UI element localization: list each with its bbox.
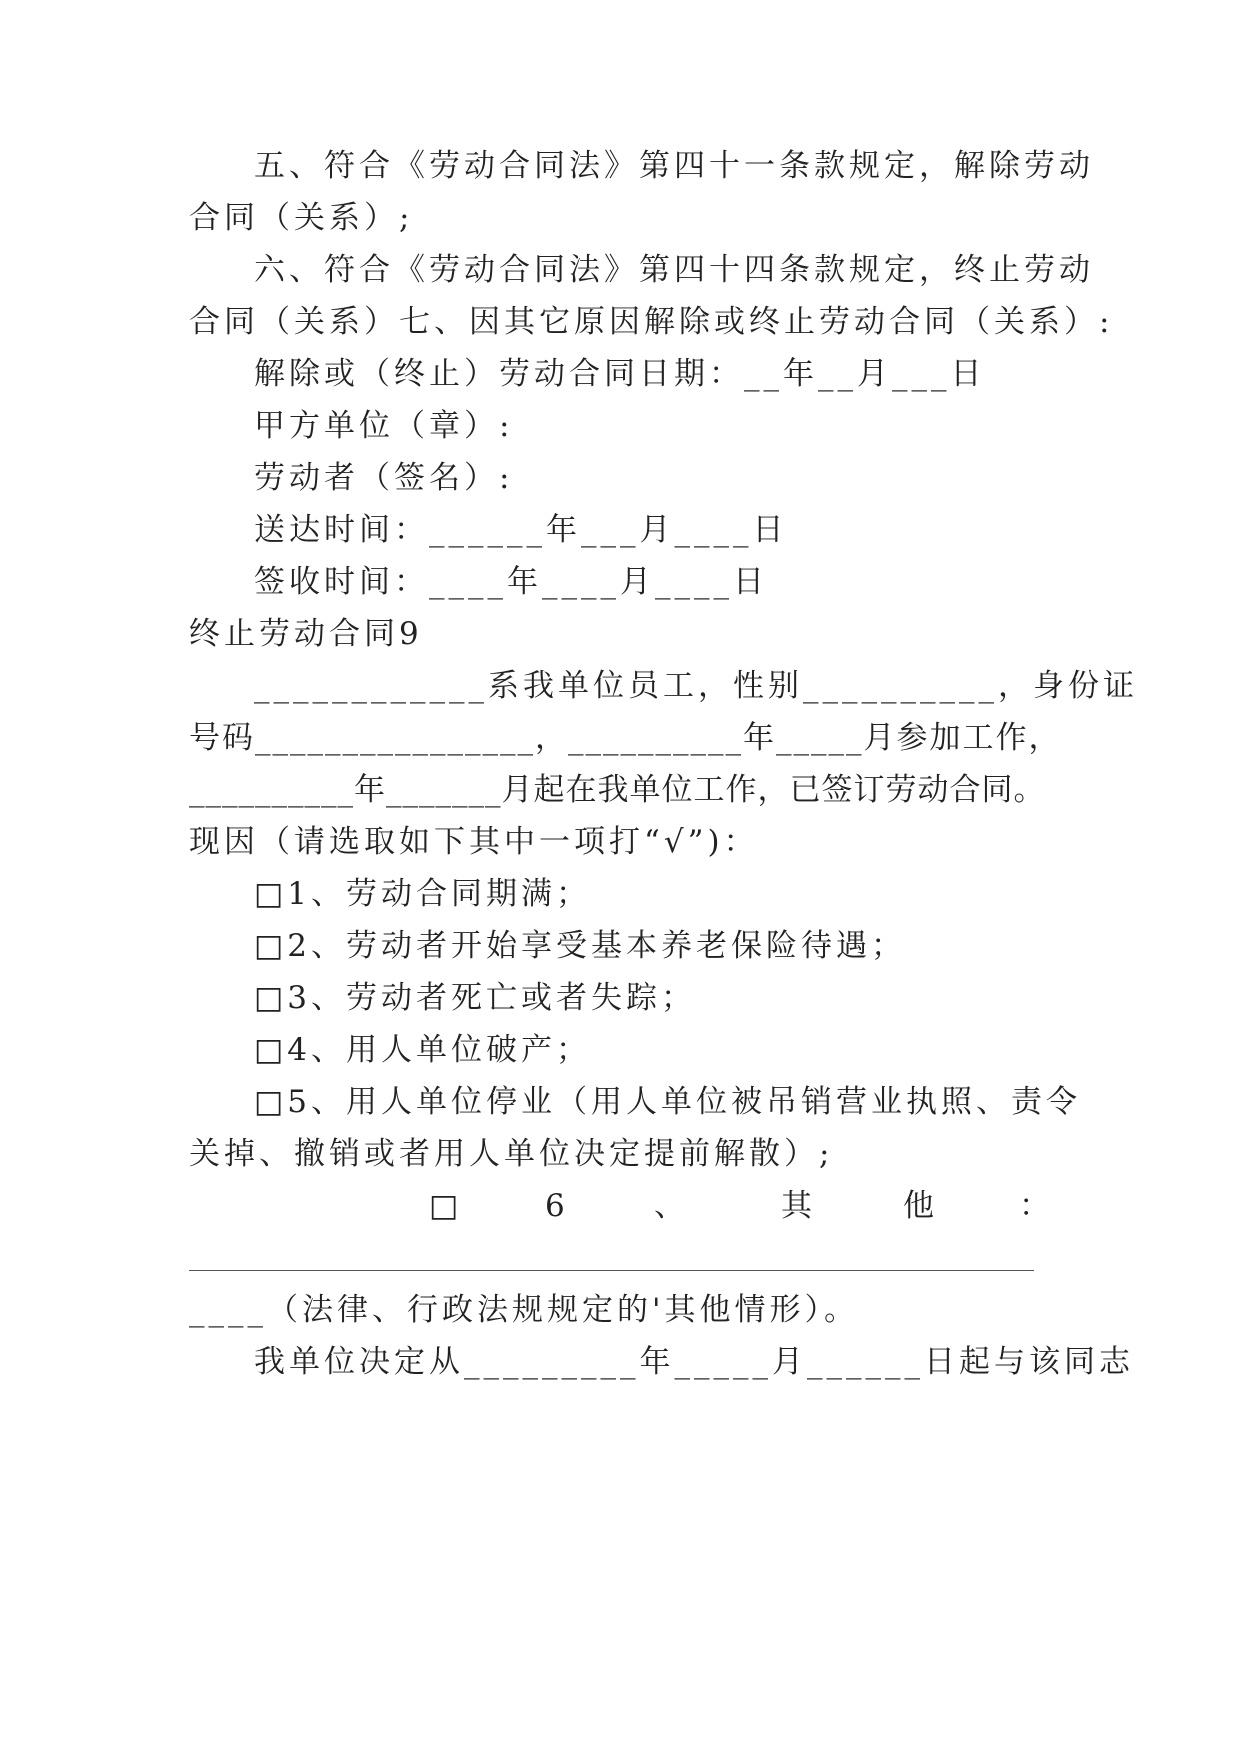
section-heading: 终止劳动合同9 <box>189 616 423 652</box>
option-5-line-1: □5、用人单位停业（用人单位被吊销营业执照、责令 <box>254 1084 1082 1120</box>
worker-signature-field: 劳动者（签名）: <box>254 460 514 496</box>
option-6-number: 6 <box>545 1188 565 1224</box>
option-6-detail: ____（法律、行政法规规定的'其他情形）。 <box>189 1292 860 1328</box>
clause-6-line-2: 合同（关系）七、因其它原因解除或终止劳动合同（关系）: <box>189 304 1114 340</box>
clause-5-line-2: 合同（关系）; <box>189 200 414 236</box>
reason-prompt: 现因（请选取如下其中一项打“√”)： <box>189 824 759 860</box>
employee-info-line-1: ____________系我单位员工，性别__________，身份证 <box>254 668 1138 704</box>
option-6-colon: ： <box>1019 1188 1050 1224</box>
receipt-time-field: 签收时间：____年____月____日 <box>254 564 768 600</box>
option-6-char-2: 他 <box>903 1188 934 1224</box>
option-6-char-1: 其 <box>781 1188 812 1224</box>
option-5-line-2: 关掉、撤销或者用人单位决定提前解散）; <box>189 1136 834 1172</box>
option-6-checkbox: □ <box>429 1188 459 1224</box>
clause-6-line-1: 六、符合《劳动合同法》第四十四条款规定，终止劳动 <box>254 252 1094 288</box>
option-2: □2、劳动者开始享受基本养老保险待遇； <box>254 928 907 964</box>
option-4: □4、用人单位破产； <box>254 1032 592 1068</box>
blank-underline <box>189 1270 1034 1271</box>
option-1: □1、劳动合同期满； <box>254 876 592 912</box>
delivery-time-field: 送达时间：______年___月____日 <box>254 512 788 548</box>
option-6-separator: 、 <box>654 1188 685 1224</box>
clause-5-line-1: 五、符合《劳动合同法》第四十一条款规定，解除劳动 <box>254 148 1094 184</box>
option-3: □3、劳动者死亡或者失踪； <box>254 980 697 1016</box>
termination-date-field: 解除或（终止）劳动合同日期：__年__月___日 <box>254 356 986 392</box>
option-6-line <box>189 1186 1069 1226</box>
employee-info-line-2: 号码________________，__________年_____月参加工作， <box>189 720 1062 756</box>
decision-line: 我单位决定从_________年_____月______日起与该同志 <box>254 1344 1134 1380</box>
employee-info-line-3: __________年_______月起在我单位工作，已签订劳动合同。 <box>189 772 1046 808</box>
employer-seal-field: 甲方单位（章）: <box>254 408 514 444</box>
